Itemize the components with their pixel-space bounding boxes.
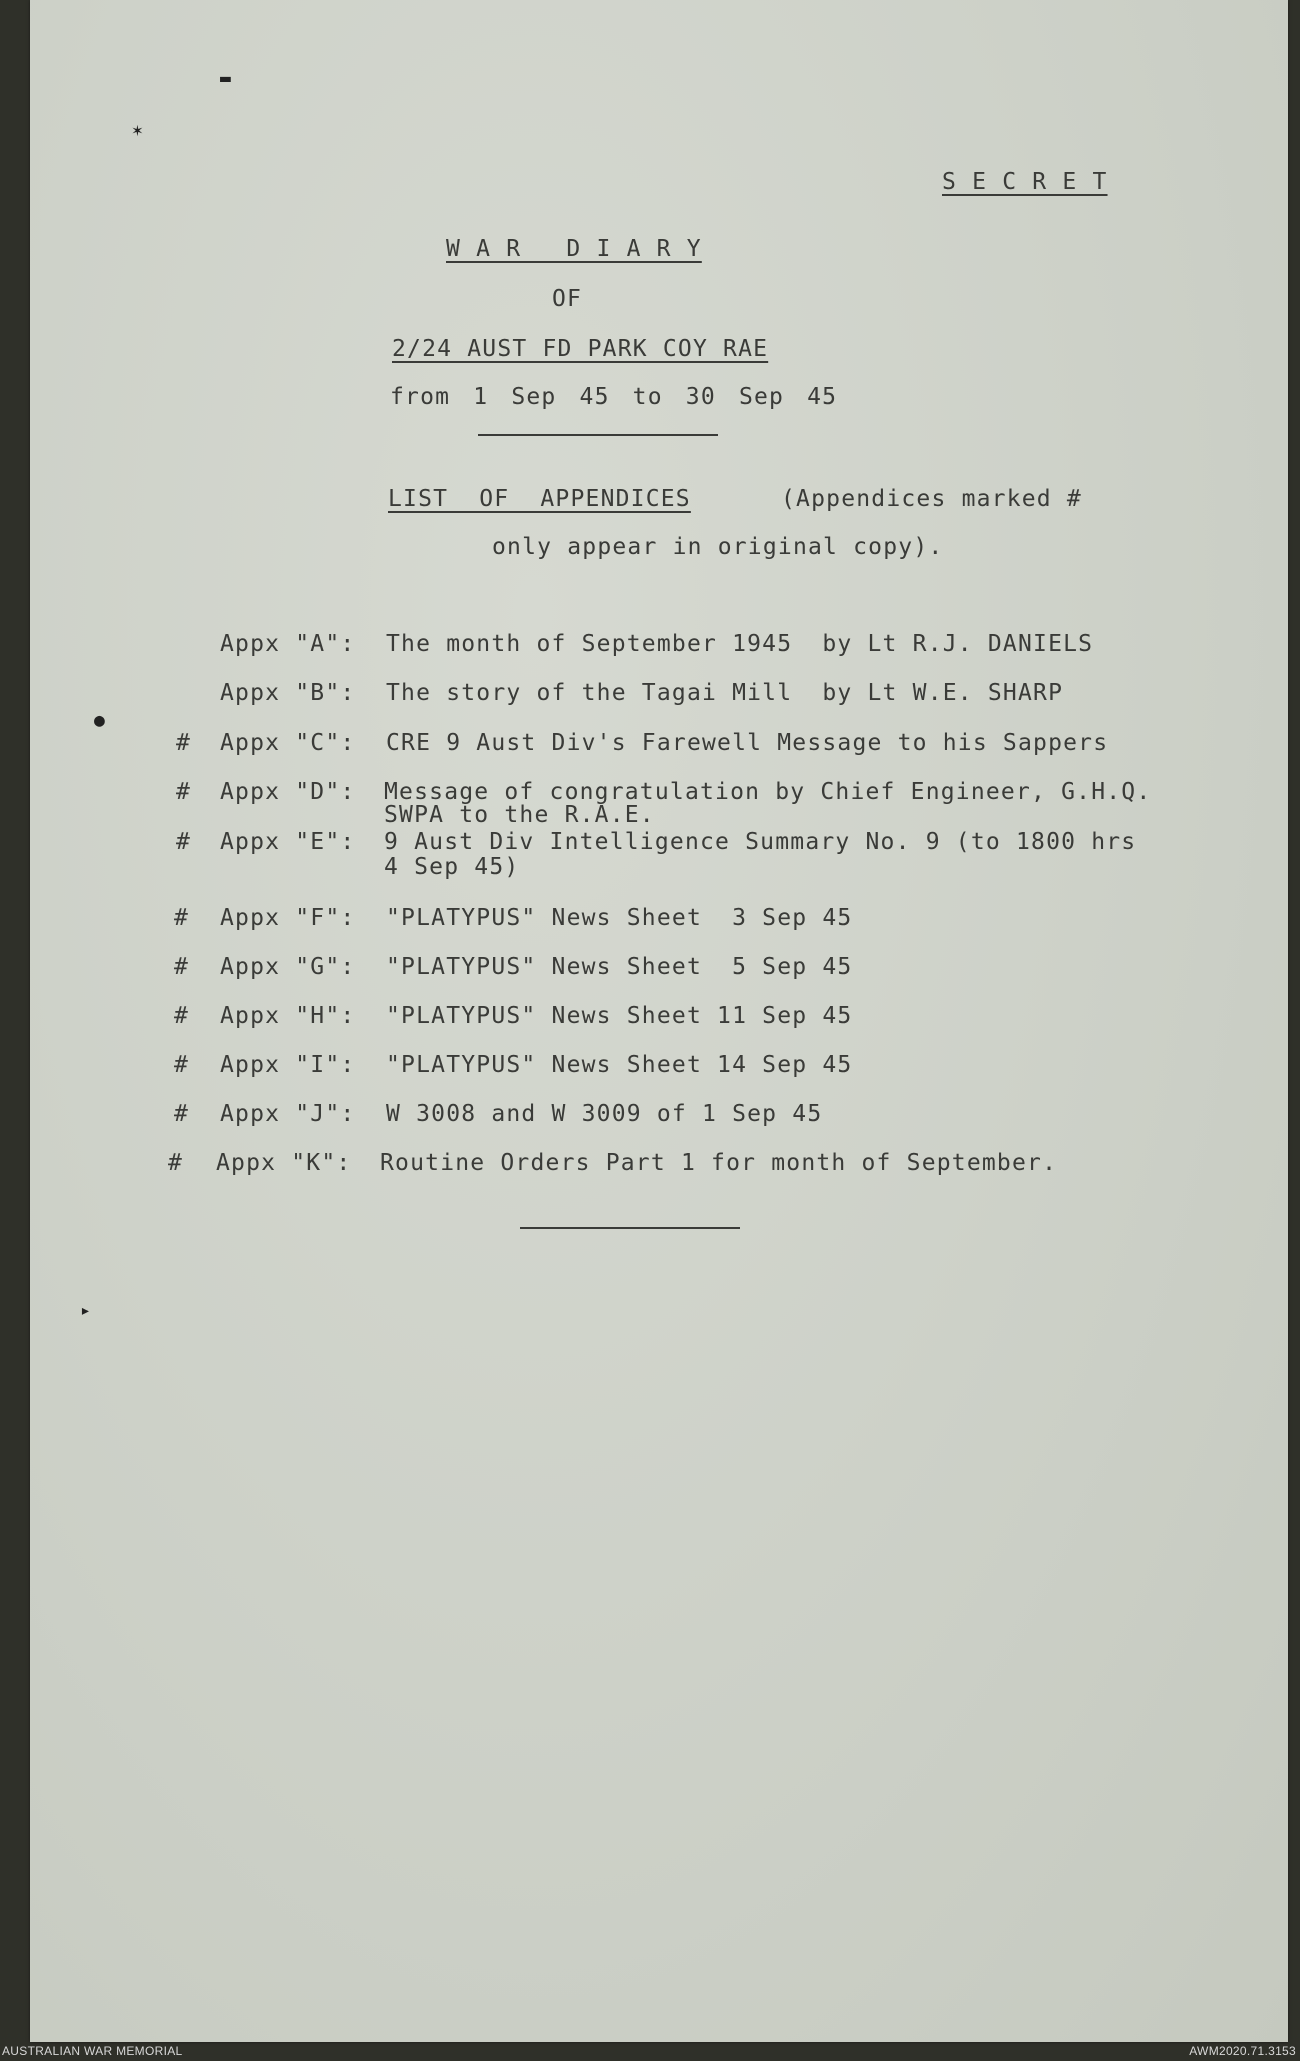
diary-period: from 1 Sep 45 to 30 Sep 45	[390, 384, 838, 410]
title-divider	[478, 434, 718, 436]
appendix-description: The story of the Tagai Mill by Lt W.E. SHARP	[386, 680, 1064, 706]
staple-mark: ▬	[220, 68, 231, 89]
punch-hole-mark: ●	[94, 710, 105, 731]
classification-mark: S E C R E T	[942, 169, 1108, 195]
appendix-description: The month of September 1945 by Lt R.J. DANIELS	[386, 631, 1094, 657]
original-only-mark: #	[176, 779, 192, 805]
original-only-mark: #	[174, 905, 190, 931]
appendix-label: Appx "J":	[220, 1101, 356, 1127]
appendix-description: "PLATYPUS" News Sheet 14 Sep 45	[386, 1052, 853, 1078]
appendix-description: Message of congratulation by Chief Engineer, G.H.Q.	[384, 779, 1152, 805]
end-divider	[520, 1227, 740, 1229]
appendix-label: Appx "I":	[220, 1052, 356, 1078]
unit-name: 2/24 AUST FD PARK COY RAE	[392, 336, 769, 362]
original-only-mark: #	[176, 829, 192, 855]
punch-hole-mark: ✶	[132, 120, 143, 141]
footer-credit: AUSTRALIAN WAR MEMORIAL	[2, 2044, 183, 2058]
original-only-mark: #	[174, 954, 190, 980]
appendix-label: Appx "H":	[220, 1003, 356, 1029]
list-note-line2: only appear in original copy).	[492, 534, 944, 560]
list-note-line1: (Appendices marked #	[781, 486, 1082, 512]
list-heading: LIST OF APPENDICES	[388, 486, 691, 512]
appendix-label: Appx "A":	[220, 631, 356, 657]
appendix-label: Appx "B":	[220, 680, 356, 706]
appendix-description-cont: SWPA to the R.A.E.	[384, 802, 655, 828]
punch-hole-mark: ▸	[80, 1300, 91, 1321]
appendix-label: Appx "D":	[220, 779, 356, 805]
appendix-description: "PLATYPUS" News Sheet 11 Sep 45	[386, 1003, 853, 1029]
appendix-label: Appx "K":	[216, 1150, 352, 1176]
document-title: W A R D I A R Y	[446, 236, 702, 262]
original-only-mark: #	[174, 1101, 190, 1127]
document-sheet	[30, 0, 1288, 2042]
appendix-description: W 3008 and W 3009 of 1 Sep 45	[386, 1101, 823, 1127]
appendix-label: Appx "G":	[220, 954, 356, 980]
appendix-description: CRE 9 Aust Div's Farewell Message to his Sappers	[386, 730, 1109, 756]
appendix-label: Appx "E":	[220, 829, 356, 855]
original-only-mark: #	[176, 730, 192, 756]
original-only-mark: #	[174, 1052, 190, 1078]
appendix-description: 9 Aust Div Intelligence Summary No. 9 (to 1800 hrs	[384, 829, 1137, 855]
appendix-description-cont: 4 Sep 45)	[384, 854, 520, 880]
original-only-mark: #	[168, 1150, 184, 1176]
original-only-mark: #	[174, 1003, 190, 1029]
appendix-description: "PLATYPUS" News Sheet 3 Sep 45	[386, 905, 853, 931]
footer-reference: AWM2020.71.3153	[1189, 2044, 1296, 2058]
appendix-label: Appx "C":	[220, 730, 356, 756]
appendix-description: Routine Orders Part 1 for month of September.	[380, 1150, 1058, 1176]
title-of: OF	[552, 286, 583, 312]
appendix-description: "PLATYPUS" News Sheet 5 Sep 45	[386, 954, 853, 980]
appendix-label: Appx "F":	[220, 905, 356, 931]
